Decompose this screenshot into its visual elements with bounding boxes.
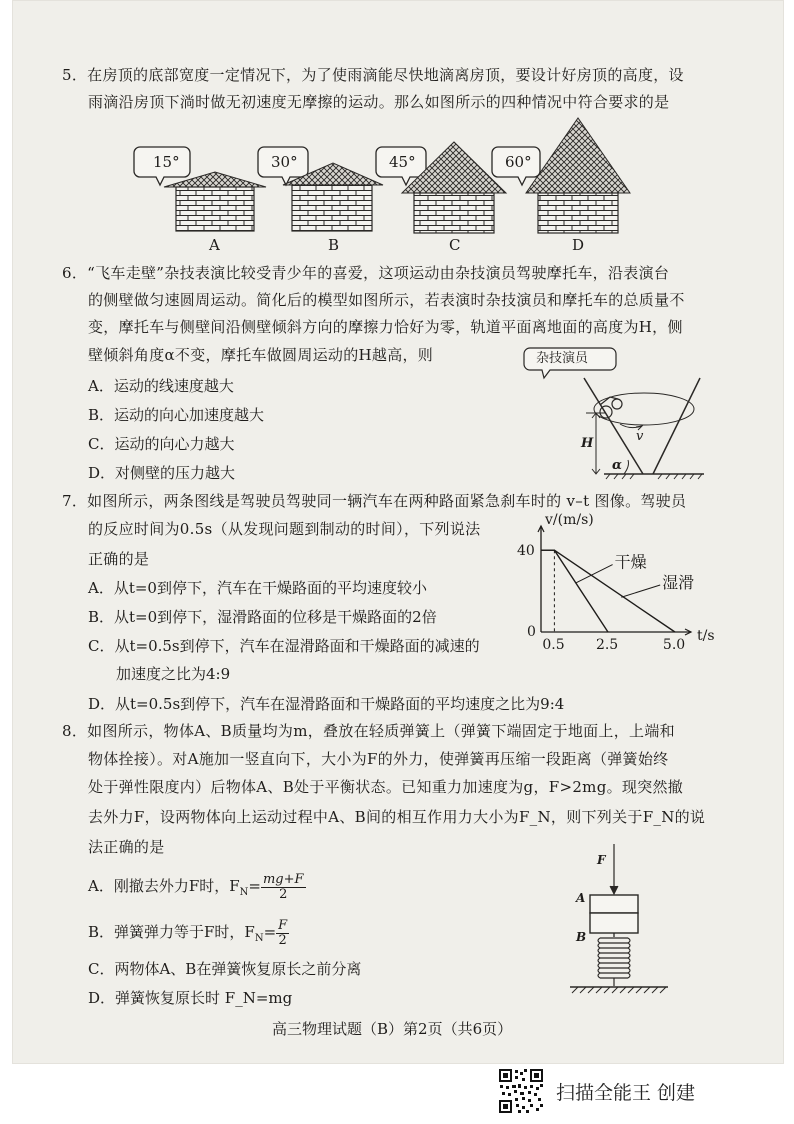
q8-option-b-sub: N xyxy=(254,933,264,944)
q5-line1: 5．在房顶的底部宽度一定情况下，为了使雨滴能尽快地滴离房顶，要设计好房顶的高度，设 xyxy=(62,66,684,84)
q8-b-label: B xyxy=(576,930,587,944)
q8-option-c: C．两物体A、B在弹簧恢复原长之前分离 xyxy=(88,960,362,978)
house-c-label: C xyxy=(449,236,461,254)
q7-option-c: C．从t=0.5s到停下，汽车在湿滑路面和干燥路面的减速的 xyxy=(88,637,480,655)
q7-option-a: A．从t=0到停下，汽车在干燥路面的平均速度较小 xyxy=(88,579,427,597)
q6-option-c: C．运动的向心力越大 xyxy=(88,435,235,453)
q7-option-d: D．从t=0.5s到停下，汽车在湿滑路面和干燥路面的平均速度之比为9:4 xyxy=(88,695,565,713)
q6-option-d: D．对侧壁的压力越大 xyxy=(88,464,236,482)
house-d-angle: 60° xyxy=(505,153,532,171)
q6-line2: 的侧壁做匀速圆周运动。简化后的模型如图所示，若表演时杂技演员和摩托车的总质量不 xyxy=(88,291,685,309)
q8-option-a-den: 2 xyxy=(279,886,288,902)
vt-y-label: v/(m/s) xyxy=(545,512,594,528)
q8-line1: 8．如图所示，物体A、B质量均为m，叠放在轻质弹簧上（弹簧下端固定于地面上，上端和 xyxy=(62,722,675,740)
q8-a-label: A xyxy=(576,891,586,905)
q8-option-b-prefix: B．弹簧弹力等于F时，F xyxy=(88,923,255,941)
house-c-angle: 45° xyxy=(389,153,416,171)
q8-line5: 法正确的是 xyxy=(88,838,165,856)
q6-option-a: A．运动的线速度越大 xyxy=(88,377,234,395)
q8-option-a-sub: N xyxy=(239,887,249,898)
q6-option-b: B．运动的向心加速度越大 xyxy=(88,406,265,424)
page-footer: 高三物理试题（B）第2页（共6页） xyxy=(272,1020,513,1038)
vt-y-tick-40: 40 xyxy=(517,543,535,560)
qr-code-icon xyxy=(498,1068,544,1114)
q8-option-a-eq: = xyxy=(248,877,261,895)
vt-x-tick-2.5: 2.5 xyxy=(595,637,619,653)
house-b-angle: 30° xyxy=(271,153,298,171)
q5-line2: 雨滴沿房顶下淌时做无初速度无摩擦的运动。那么如图所示的四种情况中符合要求的是 xyxy=(88,93,670,111)
q7-option-b: B．从t=0到停下，湿滑路面的位移是干燥路面的2倍 xyxy=(88,608,437,626)
q8-line3: 处于弹性限度内）后物体A、B处于平衡状态。已知重力加速度为g，F>2mg。现突然撤 xyxy=(88,778,684,796)
q7-option-c-cont: 加速度之比为4:9 xyxy=(116,665,231,683)
q7-line3: 正确的是 xyxy=(88,550,150,568)
house-a-label: A xyxy=(209,236,220,254)
q6-line4: 壁倾斜角度α不变，摩托车做圆周运动的H越高，则 xyxy=(88,346,434,364)
q8-f-label: F xyxy=(597,853,606,867)
vt-x-tick-0.5: 0.5 xyxy=(542,637,565,653)
q6-v-label: v xyxy=(636,429,644,444)
q8-option-b-num: F xyxy=(278,917,288,933)
house-b-label: B xyxy=(328,236,340,254)
q8-option-d: D．弹簧恢复原长时 F_N=mg xyxy=(88,989,293,1007)
scanner-watermark: 扫描全能王 创建 xyxy=(556,1082,696,1104)
q6-h-label: H xyxy=(581,436,594,451)
house-a-angle: 15° xyxy=(153,153,180,171)
q6-alpha-label: α xyxy=(612,458,623,473)
house-d-label: D xyxy=(572,236,585,254)
vt-x-label: t/s xyxy=(697,628,715,644)
q8-line2: 物体拴接）。对A施加一竖直向下，大小为F的外力，使弹簧再压缩一段距离（弹簧始终 xyxy=(88,750,669,768)
q6-line3: 变，摩托车与侧壁间沿侧壁倾斜方向的摩擦力恰好为零，轨道平面离地面的高度为H，侧 xyxy=(88,318,683,336)
q8-option-a-num: mg+F xyxy=(262,871,304,887)
q8-option-b-den: 2 xyxy=(278,932,287,948)
vt-series-label-0: 干燥 xyxy=(614,552,647,572)
vt-y-tick-0: 0 xyxy=(527,624,536,640)
q8-option-b-eq: = xyxy=(263,923,277,941)
q6-line1: 6．“飞车走壁”杂技表演比较受青少年的喜爱，这项运动由杂技演员驾驶摩托车，沿表演台 xyxy=(62,264,670,282)
q8-option-a-prefix: A．刚撤去外力F时，F xyxy=(88,877,240,895)
vt-x-tick-5.0: 5.0 xyxy=(662,637,686,653)
vt-series-label-1: 湿滑 xyxy=(662,572,695,592)
q8-line4: 去外力F，设两物体向上运动过程中A、B间的相互作用力大小为F_N，则下列关于F_N的说 xyxy=(88,808,706,826)
q7-line1: 7．如图所示，两条图线是驾驶员驾驶同一辆汽车在两种路面紧急刹车时的 v–t 图像。驾驶员 xyxy=(62,492,687,510)
q6-performer-label: 杂技演员 xyxy=(536,351,589,366)
q7-line2: 的反应时间为0.5s（从发现问题到制动的时间），下列说法 xyxy=(88,520,481,538)
